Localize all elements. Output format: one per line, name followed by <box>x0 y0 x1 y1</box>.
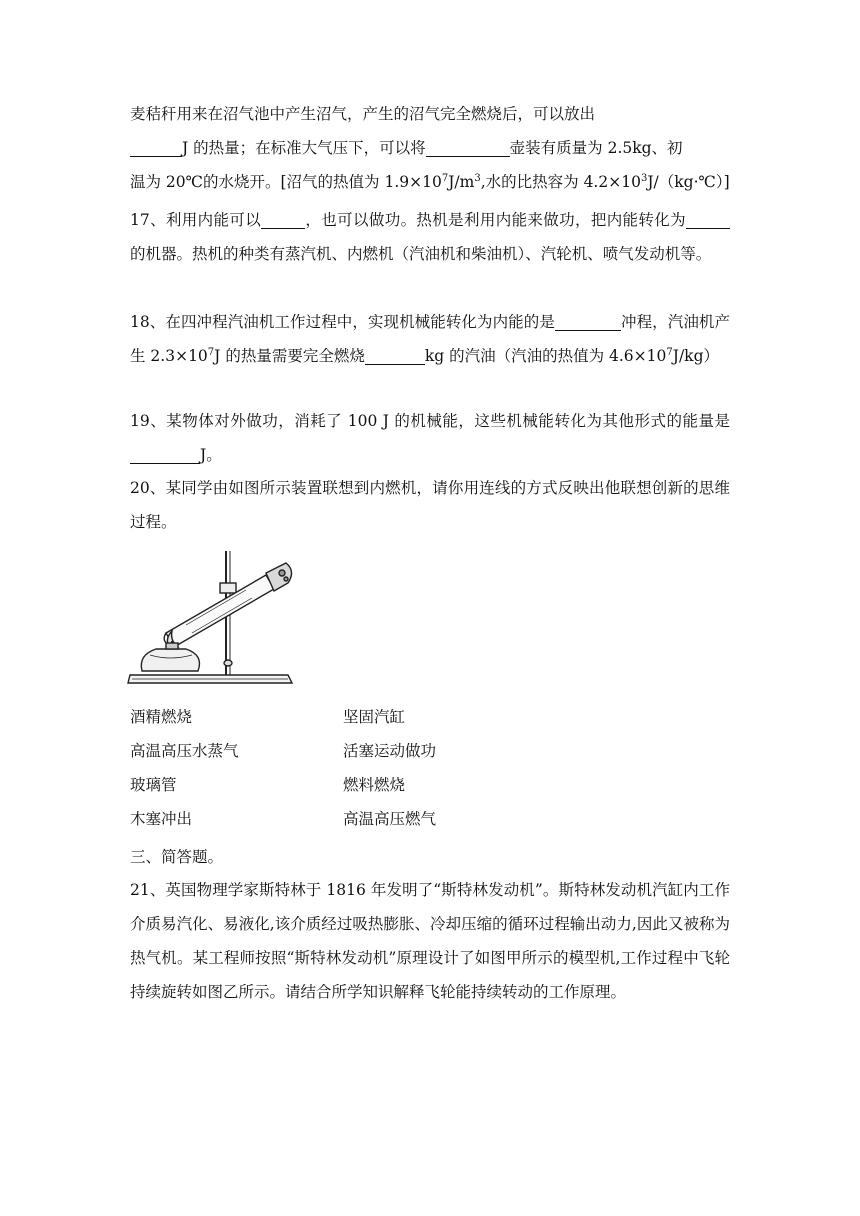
question-16-text <box>130 97 730 199</box>
right-item[interactable]: 燃料燃烧 <box>343 776 406 794</box>
question-20-text: 20、某同学由如图所示装置联想到内燃机，请你用连线的方式反映出他联想创新的思维过程。 <box>130 479 730 531</box>
left-item[interactable]: 高温高压水蒸气 <box>130 742 239 760</box>
left-item[interactable]: 木塞冲出 <box>130 810 193 828</box>
answer-blank[interactable] <box>555 312 621 331</box>
q16-line1: 麦秸秆用来在沼气池中产生沼气，产生的沼气完全燃烧后，可以放出 <box>130 105 596 123</box>
q16-line2: J 的热量；在标准大气压下，可以将 壶装有质量为 2.5kg、初 <box>130 131 730 165</box>
q16-line3: 温为 20℃的水烧开。[沼气的热值为 $1.9\times 10^7J/m^3$,水的比热容为 $4.2\times 10^3J/(kg\cdot℃)$] <box>130 172 730 191</box>
left-item[interactable]: 酒精燃烧 <box>130 708 193 726</box>
question-18-text: 18、在四冲程汽油机工作过程中，实现机械能转化为内能的是 冲程，汽油机产生 $2.3\times 10^7J$ 的热量需要完全燃烧 kg 的汽油（汽油的热值为 $4.6\times 10^7J/kg$） <box>130 313 730 365</box>
answer-blank[interactable] <box>130 138 182 157</box>
answer-blank[interactable] <box>261 210 305 229</box>
question-21-text: 21、英国物理学家斯特林于 1816 年发明了“斯特林发动机”。斯特林发动机汽缸内工作介质易汽化、易液化,该介质经过吸热膨胀、冷却压缩的循环过程输出动力,因此又被称为热气机。某工程师按照“斯特林发动机”原理设计了如图甲所示的模型机,工作过程中飞轮持续旋转如图乙所示。请结合所学知识解释飞轮能持续转动的工作原理。 <box>130 881 730 1001</box>
right-item[interactable]: 坚固汽缸 <box>343 708 406 726</box>
answer-blank[interactable] <box>130 445 200 464</box>
right-item[interactable]: 活塞运动做功 <box>343 742 437 760</box>
answer-blank[interactable] <box>426 138 510 157</box>
apparatus-figure <box>126 543 296 689</box>
question-19-text: 19、某物体对外做功，消耗了 100 J 的机械能，这些机械能转化为其他形式的能量是J。 <box>130 412 730 464</box>
section-heading: 三、简答题。 <box>130 848 224 866</box>
answer-blank[interactable] <box>365 346 425 365</box>
right-item[interactable]: 高温高压燃气 <box>343 810 437 828</box>
question-17-text: 17、利用内能可以 ，也可以做功。热机是利用内能来做功，把内能转化为的机器。热机的种类有蒸汽机、内燃机（汽油机和柴油机）、汽轮机、喷气发动机等。 <box>130 203 730 271</box>
answer-blank[interactable] <box>686 210 730 229</box>
left-item[interactable]: 玻璃管 <box>130 776 177 794</box>
